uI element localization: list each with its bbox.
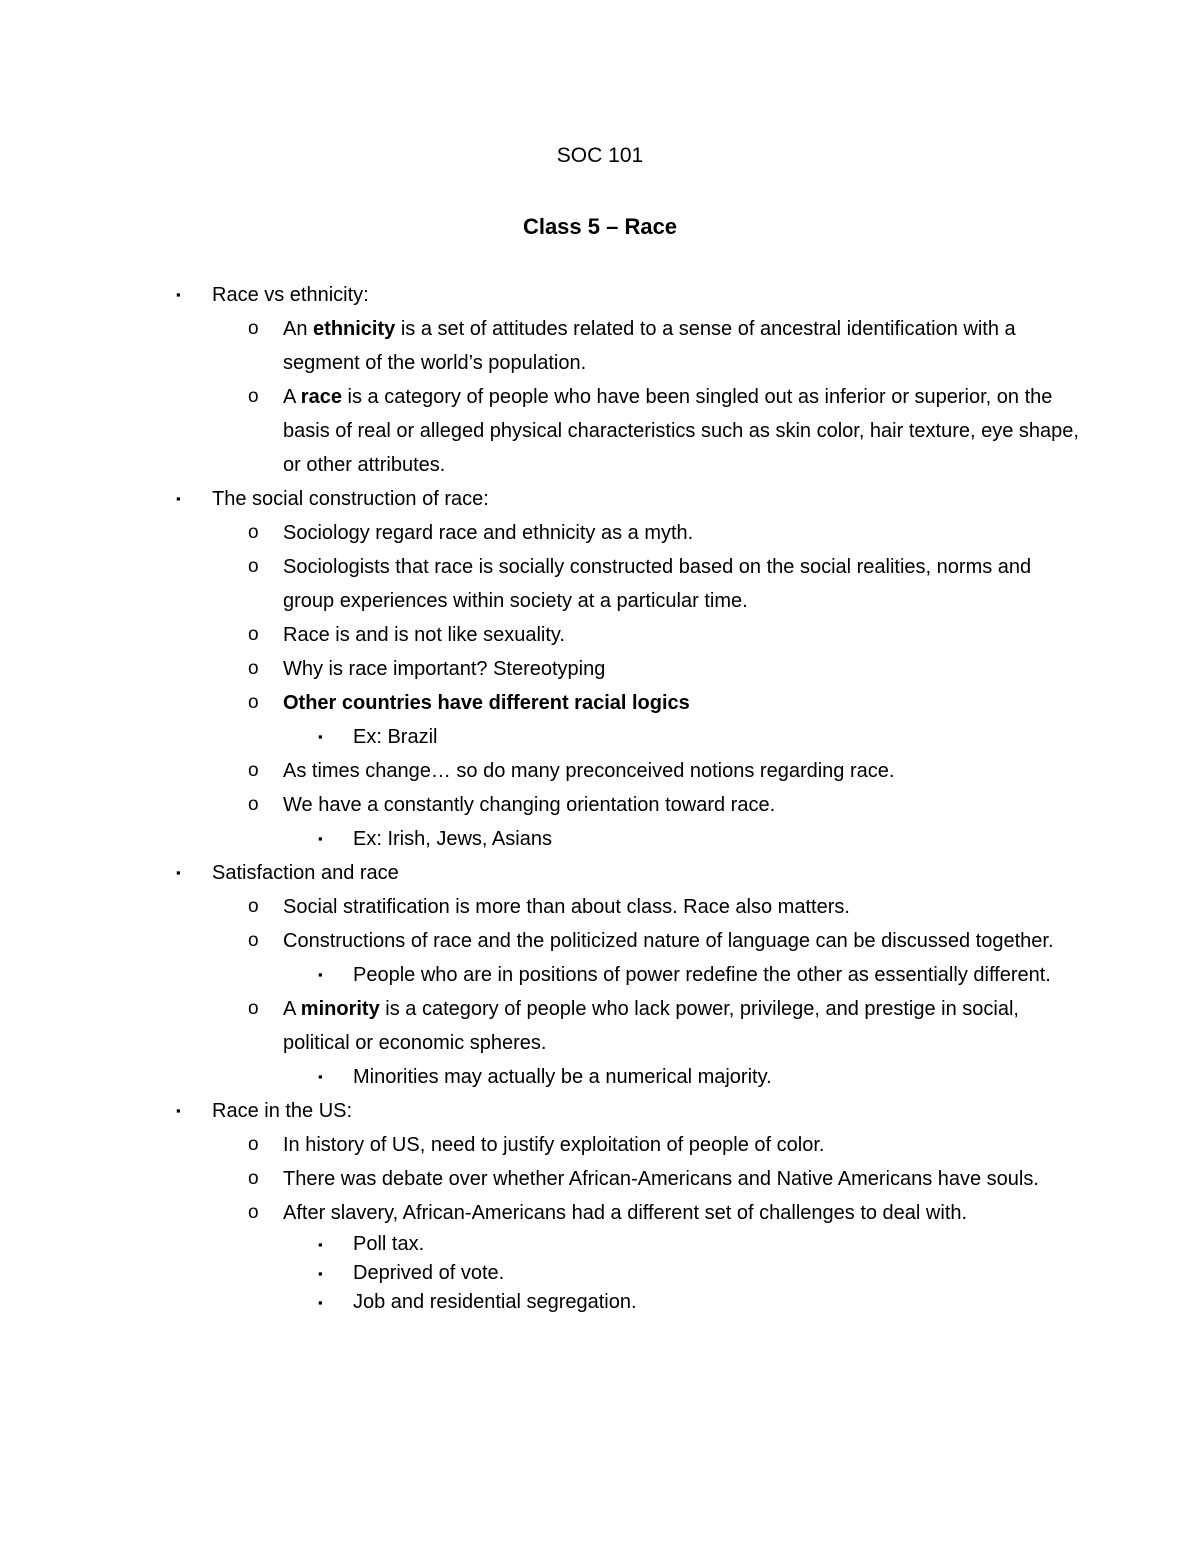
circle-bullet-icon: o: [248, 998, 259, 1019]
list-subitem: ▪ Poll tax.: [0, 1230, 1053, 1259]
list-subitem: ▪ Ex: Irish, Jews, Asians: [0, 822, 1053, 856]
list-item: o An ethnicity is a set of attitudes related to a sense of ancestral identification with a segment of the world’s population.: [0, 312, 1083, 380]
list-item: o Sociologists that race is socially constructed based on the social realities, norms and group experiences within society at a particular time.: [0, 550, 1083, 618]
list-item: o A race is a category of people who have been singled out as inferior or superior, on the basis of real or alleged physical characteristics such as skin color, hair texture, eye shape, or other attributes.: [0, 380, 1083, 482]
page-title: Class 5 – Race: [522, 214, 678, 239]
list-subitem: ▪ Minorities may actually be a numerical majority.: [0, 1060, 1053, 1094]
circle-bullet-icon: o: [248, 1168, 259, 1189]
course-code: SOC 101: [556, 144, 644, 167]
circle-bullet-icon: o: [248, 896, 259, 917]
list-subitem: ▪ People who are in positions of power redefine the other as essentially different.: [0, 958, 1053, 992]
circle-bullet-icon: o: [248, 1134, 259, 1155]
square-bullet-icon: ▪: [318, 1237, 323, 1252]
square-bullet-icon: ▪: [318, 967, 323, 982]
circle-bullet-icon: o: [248, 318, 259, 339]
list-item: o As times change… so do many preconceived notions regarding race.: [0, 754, 1083, 788]
list-item: o Sociology regard race and ethnicity as a myth.: [0, 516, 1083, 550]
circle-bullet-icon: o: [248, 930, 259, 951]
circle-bullet-icon: o: [248, 692, 259, 713]
notes-body: [0, 278, 1200, 1317]
circle-bullet-icon: o: [248, 658, 259, 679]
list-item: o A minority is a category of people who lack power, privilege, and prestige in social, political or economic spheres.: [0, 992, 1083, 1060]
section-heading: ▪ Satisfaction and race: [0, 856, 1200, 890]
circle-bullet-icon: o: [248, 624, 259, 645]
square-bullet-icon: ▪: [318, 1266, 323, 1281]
square-bullet-icon: ▪: [176, 865, 181, 880]
list-subitem: ▪ Ex: Brazil: [0, 720, 1053, 754]
section-heading: ▪ Race in the US:: [0, 1094, 1200, 1128]
list-item: o Other countries have different racial logics: [0, 686, 1083, 720]
list-item: o Constructions of race and the politicized nature of language can be discussed together.: [0, 924, 1083, 958]
list-item: o Why is race important? Stereotyping: [0, 652, 1083, 686]
square-bullet-icon: ▪: [318, 831, 323, 846]
list-subitem: ▪ Deprived of vote.: [0, 1259, 1053, 1288]
square-bullet-icon: ▪: [176, 491, 181, 506]
square-bullet-icon: ▪: [176, 287, 181, 302]
circle-bullet-icon: o: [248, 386, 259, 407]
square-bullet-icon: ▪: [318, 729, 323, 744]
list-item: o Race is and is not like sexuality.: [0, 618, 1083, 652]
square-bullet-icon: ▪: [176, 1103, 181, 1118]
circle-bullet-icon: o: [248, 760, 259, 781]
list-item: o Social stratification is more than about class. Race also matters.: [0, 890, 1083, 924]
list-subitem: ▪ Job and residential segregation.: [0, 1288, 1053, 1317]
list-item: o There was debate over whether African-Americans and Native Americans have souls.: [0, 1162, 1083, 1196]
section-heading: ▪ The social construction of race:: [0, 482, 1200, 516]
square-bullet-icon: ▪: [318, 1069, 323, 1084]
square-bullet-icon: ▪: [318, 1295, 323, 1310]
circle-bullet-icon: o: [248, 522, 259, 543]
term-minority: minority: [300, 998, 380, 1020]
list-item: o We have a constantly changing orientation toward race.: [0, 788, 1083, 822]
circle-bullet-icon: o: [248, 556, 259, 577]
list-item: o After slavery, African-Americans had a different set of challenges to deal with.: [0, 1196, 1083, 1230]
term-ethnicity: ethnicity: [313, 318, 396, 340]
list-item: o In history of US, need to justify exploitation of people of color.: [0, 1128, 1083, 1162]
section-heading: ▪ Race vs ethnicity:: [0, 278, 1200, 312]
circle-bullet-icon: o: [248, 794, 259, 815]
circle-bullet-icon: o: [248, 1202, 259, 1223]
term-race: race: [300, 386, 342, 408]
